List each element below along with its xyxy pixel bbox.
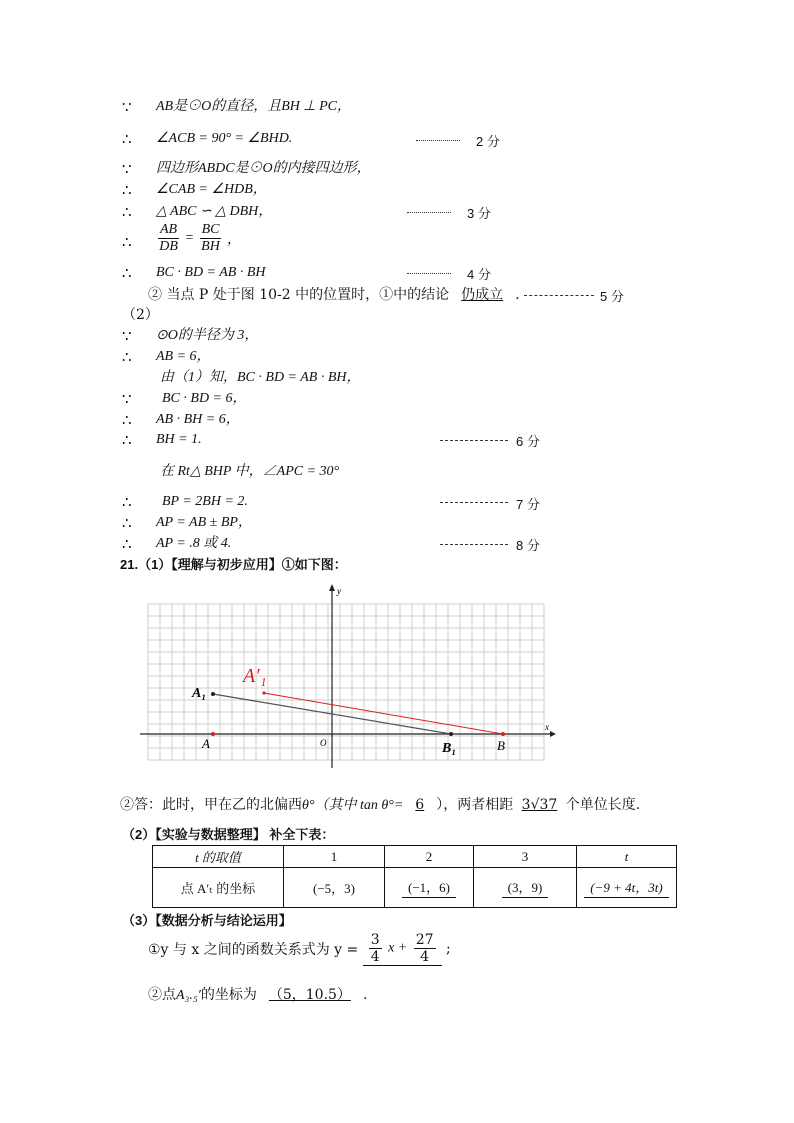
score-4: 4 分 xyxy=(467,267,491,282)
proof-line-12: 由（1）知，BC · BD = AB · BH， xyxy=(160,370,361,385)
proof-line-3: 四边形ABDC是⊙O的内接四边形， xyxy=(156,161,371,176)
proof-line-16: 在 Rt△ BHP 中，∠APC = 30° xyxy=(160,464,340,479)
proof-line-15: BH = 1. xyxy=(156,432,202,447)
score-8: 8 分 xyxy=(516,538,540,553)
table-cell xyxy=(474,868,577,908)
y-axis-arrow xyxy=(329,584,335,591)
score-leader xyxy=(440,544,508,545)
score-5: 5 分 xyxy=(600,289,624,304)
function-middle: x + xyxy=(388,940,408,956)
therefore-symbol: ∴ xyxy=(122,431,132,449)
conclusion-text: ② 当点 P 处于图 10-2 中的位置时，①中的结论 xyxy=(148,287,450,303)
numerator: BC xyxy=(201,222,220,237)
proof-line-6: $\frac{AB}{DB}$ = $\frac{BC}{BH}$ ， xyxy=(159,222,241,254)
proof-line-8: ② 当点 P 处于图 10-2 中的位置时，①中的结论 仍成立 . xyxy=(148,287,520,303)
table-header-cell: t xyxy=(577,846,677,868)
y-axis-label: y xyxy=(337,586,341,596)
table-header-cell: 3 xyxy=(474,846,577,868)
point-coordinate: （5，10.5） xyxy=(268,987,351,1003)
numerator: 3 xyxy=(370,932,380,948)
coordinate-value: (−9 + 4t，3t) xyxy=(584,877,668,898)
coordinate-table xyxy=(152,845,677,908)
coordinate-value: (−5，3) xyxy=(313,881,355,896)
answer-tan-value: 6 xyxy=(415,797,425,813)
proof-line-11: AB = 6， xyxy=(156,349,211,364)
denominator: 4 xyxy=(370,949,380,965)
therefore-symbol: ∴ xyxy=(122,348,132,366)
fraction-27-4 xyxy=(414,932,436,965)
coordinate-grid-figure xyxy=(140,582,560,768)
function-prefix: ①y 与 x 之间的函数关系式为 y = xyxy=(148,942,359,958)
conclusion-answer: 仍成立 xyxy=(461,287,504,303)
therefore-symbol: ∴ xyxy=(122,514,132,532)
segment-a1prime-b xyxy=(264,693,503,734)
answer-text-a: ②答：此时，甲在乙的北偏西 xyxy=(120,797,302,813)
numerator: 27 xyxy=(415,932,434,948)
proof-line-5: △ ABC ∽ △ DBH， xyxy=(156,204,273,219)
origin-label: O xyxy=(320,738,327,748)
score-7: 7 分 xyxy=(516,497,540,512)
because-symbol: ∵ xyxy=(122,390,132,408)
score-leader xyxy=(440,440,508,441)
label-b: B xyxy=(497,738,505,753)
point-answer: ②点A₃.₅′的坐标为 （5，10.5） . xyxy=(148,987,368,1003)
label-a: A xyxy=(202,736,210,751)
because-symbol: ∵ xyxy=(122,98,132,116)
table-cell xyxy=(385,868,474,908)
fraction-bc-bh xyxy=(200,222,222,255)
table-row xyxy=(153,868,677,908)
coordinate-value: (3，9) xyxy=(502,877,549,898)
because-symbol: ∵ xyxy=(122,327,132,345)
score-leader xyxy=(440,502,508,503)
x-axis-arrow xyxy=(550,731,556,737)
point-a1 xyxy=(211,692,215,696)
score-2: 2 分 xyxy=(476,134,500,149)
score-3: 3 分 xyxy=(467,206,491,221)
point-a xyxy=(211,732,215,736)
proof-line-7: BC · BD = AB · BH xyxy=(156,265,266,280)
numerator: AB xyxy=(160,222,178,237)
answer-text-f: 个单位长度. xyxy=(565,797,641,813)
score-leader xyxy=(407,273,451,274)
therefore-symbol: ∴ xyxy=(122,493,132,511)
table-header-cell: t 的取值 xyxy=(153,846,284,868)
proof-line-10: ⊙O的半径为 3， xyxy=(156,328,259,343)
therefore-symbol: ∴ xyxy=(122,181,132,199)
label-a1prime: A′₁ xyxy=(243,665,267,687)
fraction-3-4 xyxy=(369,932,382,965)
label-a1: A₁ xyxy=(192,686,207,701)
table-cell: 点 A′ₜ 的坐标 xyxy=(153,868,284,908)
fraction-ab-db xyxy=(158,222,179,255)
point-a1prime xyxy=(262,691,265,694)
part-2-label: （2） xyxy=(122,307,159,323)
score-leader xyxy=(407,212,451,213)
coordinate-value: (−1，6) xyxy=(402,877,456,898)
proof-line-4: ∠CAB = ∠HDB， xyxy=(156,182,267,197)
therefore-symbol: ∴ xyxy=(122,411,132,429)
function-expression xyxy=(363,932,442,966)
question-2-heading: （2）【实验与数据整理】 补全下表： xyxy=(122,827,335,842)
answer-distance: 3√37 xyxy=(521,797,558,813)
point-name: A₃.₅′ xyxy=(176,988,201,1003)
point-prefix: ②点 xyxy=(148,987,176,1003)
proof-line-19: AP = .8 或 4. xyxy=(156,536,232,551)
question-21-heading: 21.（1）【理解与初步应用】①如下图： xyxy=(120,557,347,572)
function-answer: ①y 与 x 之间的函数关系式为 y = $\frac{3}{4}$ x + $\frac{27}{4}$ ; xyxy=(148,932,451,965)
table-cell xyxy=(284,868,385,908)
score-leader xyxy=(524,295,594,296)
point-b xyxy=(501,732,505,736)
answer-text-b: θ°（其中 tan θ°= xyxy=(302,798,404,813)
label-b1: B₁ xyxy=(442,741,457,756)
proof-line-17: BP = 2BH = 2. xyxy=(162,494,248,509)
answer-line-2 xyxy=(120,796,640,815)
proof-line-13: BC · BD = 6， xyxy=(162,391,247,406)
denominator: 4 xyxy=(420,949,430,965)
proof-line-1: AB是⊙O的直径，且BH ⊥ PC， xyxy=(156,99,351,114)
proof-line-18: AP = AB ± BP， xyxy=(156,515,252,530)
therefore-symbol: ∴ xyxy=(122,535,132,553)
because-symbol: ∵ xyxy=(122,160,132,178)
x-axis-label: x xyxy=(545,722,549,732)
table-header-row xyxy=(153,846,677,868)
question-3-heading: （3）【数据分析与结论运用】 xyxy=(122,913,292,928)
therefore-symbol: ∴ xyxy=(122,233,132,251)
proof-line-14: AB · BH = 6， xyxy=(156,412,240,427)
denominator: BH xyxy=(201,239,220,254)
table-header-cell: 1 xyxy=(284,846,385,868)
table-cell xyxy=(577,868,677,908)
score-leader xyxy=(416,140,460,141)
point-mid: 的坐标为 xyxy=(200,987,257,1003)
point-b1 xyxy=(449,732,453,736)
proof-line-2: ∠ACB = 90° = ∠BHD. xyxy=(156,131,293,146)
therefore-symbol: ∴ xyxy=(122,264,132,282)
therefore-symbol: ∴ xyxy=(122,203,132,221)
therefore-symbol: ∴ xyxy=(122,130,132,148)
score-6: 6 分 xyxy=(516,434,540,449)
table-header-cell: 2 xyxy=(385,846,474,868)
denominator: DB xyxy=(159,239,178,254)
answer-text-d: ），两者相距 xyxy=(436,797,514,813)
